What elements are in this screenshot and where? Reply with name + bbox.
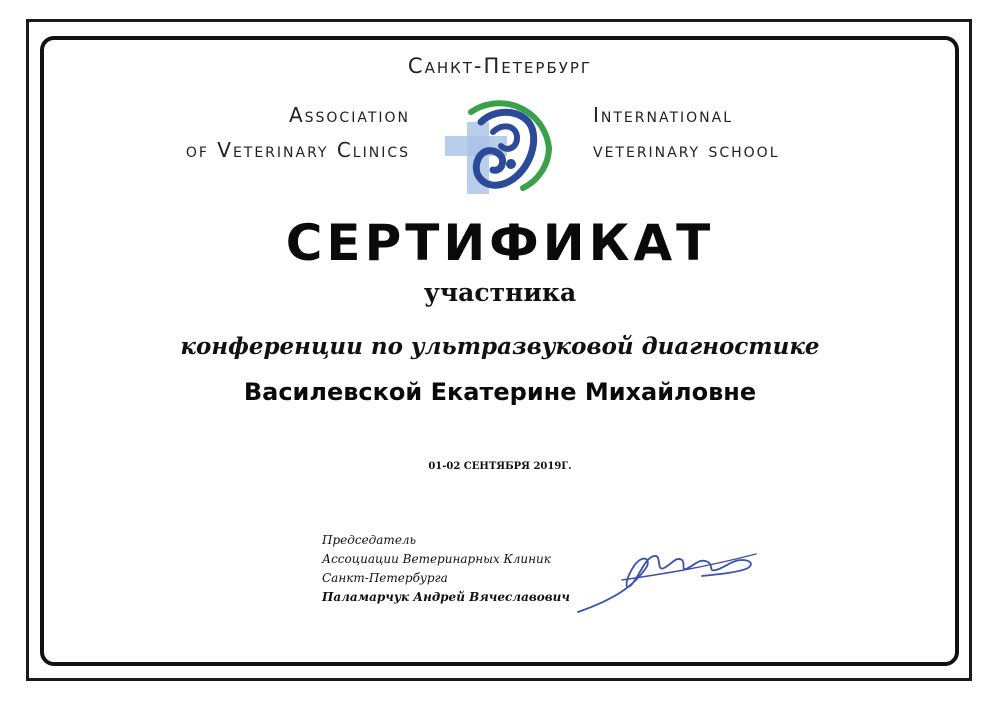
- certificate-title: СЕРТИФИКАТ: [285, 214, 715, 272]
- signatory-block: [322, 531, 570, 607]
- event-description: конференции по ультразвуковой диагностике: [180, 333, 820, 360]
- signatory-city: Санкт-Петербурга: [322, 571, 448, 585]
- signatory-position: Председатель: [322, 533, 417, 547]
- event-date: 01-02 СЕНТЯБРЯ 2019Г.: [428, 461, 572, 472]
- association-line-2: of Veterinary Clinics: [185, 138, 410, 162]
- recipient-name: Василевской Екатерине Михайловне: [243, 378, 757, 406]
- signatory-name: Паламарчук Андрей Вячеславович: [322, 590, 570, 604]
- certificate-subtitle: участника: [423, 278, 577, 307]
- school-line-2: veterinary school: [593, 138, 780, 162]
- veterinary-logo-icon: [437, 92, 561, 200]
- handwritten-signature: [572, 538, 762, 618]
- association-line-1: Association: [288, 103, 410, 127]
- signatory-organization: Ассоциации Ветеринарных Клиник: [322, 552, 551, 566]
- school-line-1: International: [593, 103, 734, 127]
- city-heading: Санкт-Петербург: [407, 54, 593, 78]
